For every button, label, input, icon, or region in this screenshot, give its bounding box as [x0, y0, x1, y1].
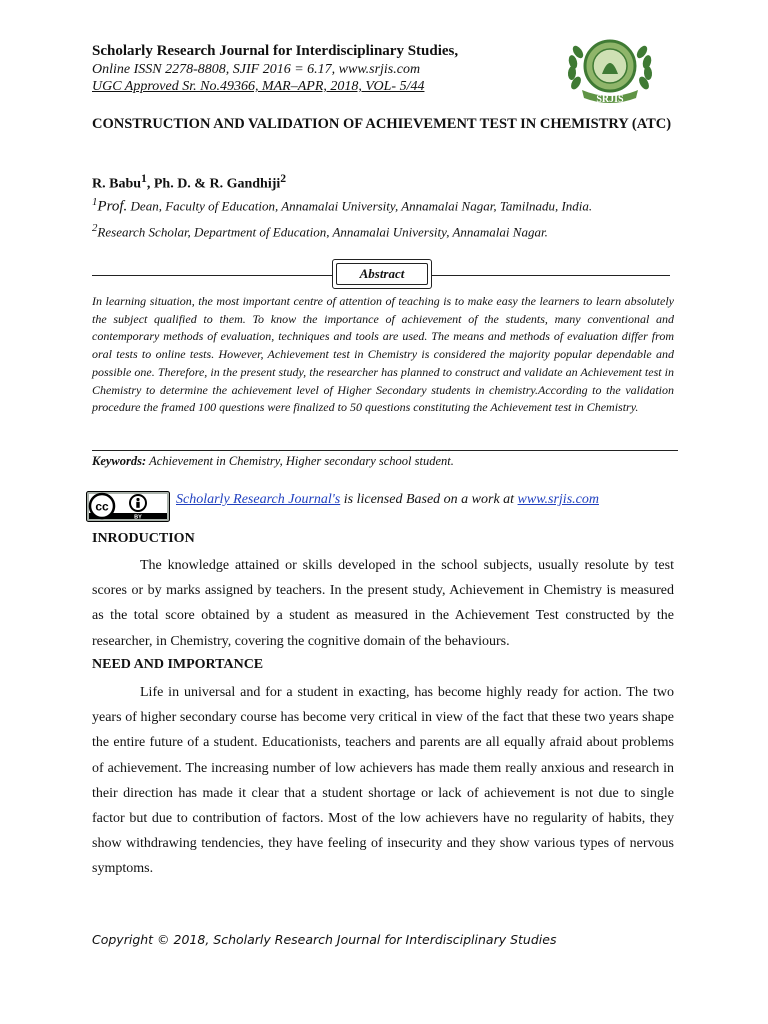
abstract-rule-right	[432, 275, 670, 276]
journal-title: Scholarly Research Journal for Interdisciplinary Studies,	[92, 43, 459, 59]
keywords	[92, 454, 454, 469]
abstract-rule-left	[92, 275, 332, 276]
journal-link[interactable]: Scholarly Research Journal's	[176, 492, 341, 507]
journal-ugc-line: UGC Approved Sr. No.49366, MAR–APR, 2018, VOL- 5/44	[92, 79, 425, 94]
journal-issn-line: Online ISSN 2278-8808, SJIF 2016 = 6.17, www.srjis.com	[92, 62, 421, 77]
keywords-text: Achievement in Chemistry, Higher secondary school student.	[146, 454, 454, 468]
affiliation-1-text: Dean, Faculty of Education, Annamalai University, Annamalai Nagar, Tamilnadu, India.	[127, 198, 593, 214]
author-middle: , Ph. D. & R. Gandhiji	[146, 176, 281, 192]
author-1: R. Babu	[92, 176, 142, 192]
author-1-sup: 1	[141, 172, 147, 185]
author-2-sup: 2	[280, 172, 287, 185]
by-label: BY	[134, 514, 142, 521]
authors	[92, 172, 286, 193]
site-link[interactable]: www.srjis.com	[517, 492, 599, 507]
affiliation-2-sup: 2	[92, 222, 98, 234]
introduction-paragraph: The knowledge attained or skills developed in the school subjects, usually resolute by test scores or by marks assigned by teachers. In the present study, Achievement in Chemistry is measured as the total score obtained by a student as measured in the Achievement Test constructed by the researcher, in Chemistry, covering the cognitive domain of the behaviours.	[92, 558, 674, 649]
cc-label: cc	[95, 499, 109, 514]
affiliation-2-text: Research Scholar, Department of Education, Annamalai University, Annamalai Nagar.	[97, 224, 548, 240]
need-importance-heading: NEED AND IMPORTANCE	[92, 657, 264, 672]
affiliation-1-sup: 1	[92, 196, 98, 208]
keywords-rule	[92, 450, 678, 451]
introduction-heading: INRODUCTION	[92, 531, 195, 546]
need-importance-paragraph: Life in universal and for a student in exacting, has become highly ready for action. The two years of higher secondary course has become very critical in view of the fact that these two years shape the entire future of a student. Educationists, teachers and parents are all equally afraid about problems of achievement. The increasing number of low achievers has made them really anxious and research in their direction has made it clear that a student shortage or lack of achievement is not due to single factor but due to contribution of factors. Most of the low achievers have no regularity of habits, they show withdrawing tendencies, they have feeling of insecurity and they show various types of nervous symptoms.	[92, 685, 674, 877]
keywords-label: Keywords:	[92, 454, 147, 468]
srjis-logo	[560, 30, 660, 110]
copyright-footer: Copyright © 2018, Scholarly Research Journal for Interdisciplinary Studies	[92, 932, 557, 947]
cc-by-license-icon[interactable]	[86, 491, 170, 522]
license-middle-text: is licensed Based on a work at	[340, 492, 518, 507]
affiliation-1-prof: Prof.	[97, 198, 128, 215]
affiliation-1	[92, 196, 592, 215]
abstract-heading: Abstract	[336, 263, 428, 285]
license-line	[176, 492, 599, 508]
paper-title: CONSTRUCTION AND VALIDATION OF ACHIEVEMENT TEST IN CHEMISTRY (ATC)	[92, 116, 672, 132]
abstract-text: In learning situation, the most important centre of attention of teaching is to make easy the learners to learn absolutely the subject qualified to them. To know the importance of achievement of the students, many conventional and contemporary methods of evaluation, techniques and tools are used. The means and methods of evaluation differ from oral tests to online tests. However, Achievement test in Chemistry is considered the majority popular dependable and possible one. Therefore, in the present study, the researcher has planned to construct and validate an Achievement test in Chemistry to determine the achievement level of Higher Secondary students in chemistry.According to the validation procedure the framed 100 questions were finalized to 50 questions constituting the Achievement test in Chemistry.	[92, 294, 674, 415]
logo-text: SRJIS	[596, 94, 624, 105]
abstract-heading-box	[332, 259, 432, 289]
affiliation-2	[92, 222, 548, 240]
